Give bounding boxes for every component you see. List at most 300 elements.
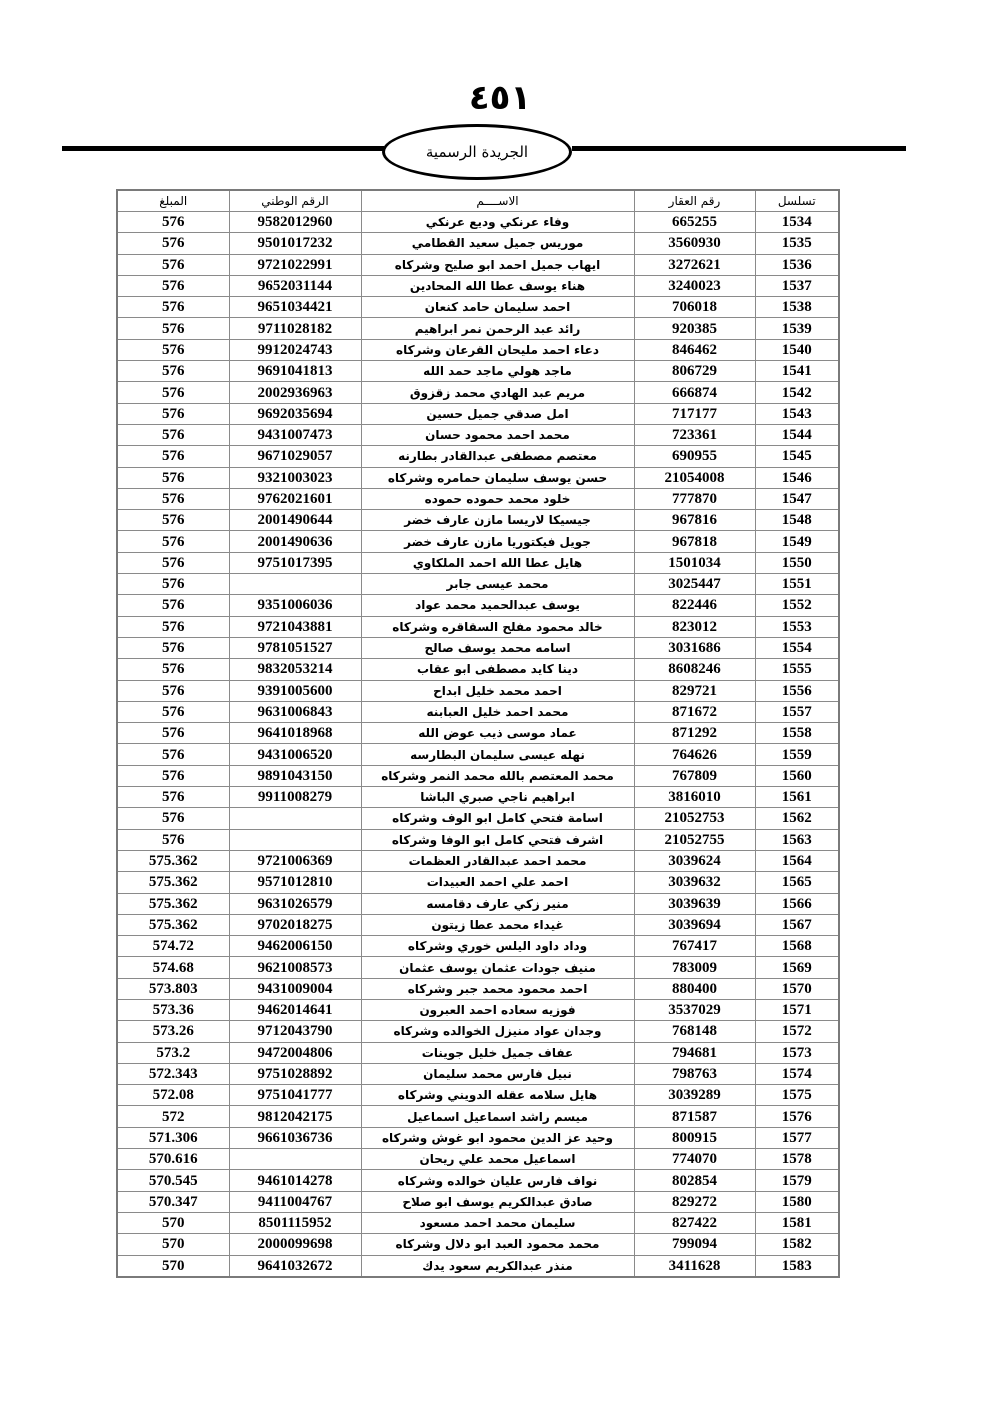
table-row [117, 488, 839, 509]
cell-property-no: 690955 [634, 446, 755, 467]
cell-serial: 1563 [755, 829, 839, 850]
header-rule-left [62, 146, 384, 151]
cell-property-no: 764626 [634, 744, 755, 765]
table-row [117, 552, 839, 573]
cell-property-no: 1501034 [634, 552, 755, 573]
cell-serial: 1542 [755, 382, 839, 403]
table-row [117, 318, 839, 339]
cell-amount: 575.362 [117, 914, 229, 935]
cell-serial: 1576 [755, 1106, 839, 1127]
cell-property-no: 777870 [634, 488, 755, 509]
cell-national-id: 9582012960 [229, 212, 361, 233]
cell-national-id: 9431006520 [229, 744, 361, 765]
table-row [117, 701, 839, 722]
table-row [117, 1085, 839, 1106]
cell-name: هايل سلامه عقله الدويني وشركاه [361, 1085, 634, 1106]
table-row [117, 212, 839, 233]
cell-name: هايل عطا الله احمد الملكاوي [361, 552, 634, 573]
cell-name: محمد محمود العبد ابو دلال وشركاه [361, 1234, 634, 1255]
column-header-serial: تسلسل [755, 190, 839, 212]
cell-serial: 1539 [755, 318, 839, 339]
cell-serial: 1565 [755, 872, 839, 893]
cell-amount: 576 [117, 595, 229, 616]
cell-serial: 1535 [755, 233, 839, 254]
cell-amount: 576 [117, 446, 229, 467]
cell-serial: 1549 [755, 531, 839, 552]
table-row [117, 297, 839, 318]
cell-property-no: 794681 [634, 1042, 755, 1063]
cell-name: احمد علي احمد العبيدات [361, 872, 634, 893]
cell-name: وحيد عز الدين محمود ابو غوش وشركاه [361, 1127, 634, 1148]
cell-national-id: 9762021601 [229, 488, 361, 509]
cell-amount: 573.2 [117, 1042, 229, 1063]
cell-name: يوسف عبدالحميد محمد عواد [361, 595, 634, 616]
cell-property-no: 706018 [634, 297, 755, 318]
table-row [117, 339, 839, 360]
gazette-title-oval [382, 124, 572, 180]
cell-amount: 576 [117, 361, 229, 382]
cell-property-no: 768148 [634, 1021, 755, 1042]
cell-amount: 574.68 [117, 957, 229, 978]
cell-national-id: 9631026579 [229, 893, 361, 914]
cell-name: محمد عيسى جابر [361, 574, 634, 595]
cell-amount: 573.803 [117, 978, 229, 999]
cell-name: محمد احمد خليل العبابنه [361, 701, 634, 722]
cell-national-id: 2001490636 [229, 531, 361, 552]
cell-property-no: 3039694 [634, 914, 755, 935]
cell-amount: 573.36 [117, 999, 229, 1020]
cell-amount: 572 [117, 1106, 229, 1127]
cell-national-id: 9652031144 [229, 275, 361, 296]
cell-amount: 576 [117, 488, 229, 509]
cell-serial: 1577 [755, 1127, 839, 1148]
table-row [117, 787, 839, 808]
cell-serial: 1555 [755, 659, 839, 680]
table-row [117, 893, 839, 914]
cell-serial: 1534 [755, 212, 839, 233]
cell-name: عفاف جميل خليل جوينات [361, 1042, 634, 1063]
cell-amount: 576 [117, 659, 229, 680]
cell-name: اسامة فتحي كامل ابو الوف وشركاه [361, 808, 634, 829]
gazette-title: الجريدة الرسمية [425, 143, 529, 161]
cell-national-id: 9832053214 [229, 659, 361, 680]
cell-national-id: 9462014641 [229, 999, 361, 1020]
cell-national-id: 9911008279 [229, 787, 361, 808]
cell-national-id: 9711028182 [229, 318, 361, 339]
cell-national-id: 9501017232 [229, 233, 361, 254]
cell-property-no: 767809 [634, 765, 755, 786]
cell-national-id: 9661036736 [229, 1127, 361, 1148]
table-row [117, 616, 839, 637]
table-row [117, 467, 839, 488]
table-row [117, 999, 839, 1020]
cell-serial: 1552 [755, 595, 839, 616]
cell-serial: 1561 [755, 787, 839, 808]
cell-serial: 1544 [755, 424, 839, 445]
table-row [117, 936, 839, 957]
cell-name: محمد احمد محمود حسان [361, 424, 634, 445]
cell-national-id: 9812042175 [229, 1106, 361, 1127]
table-body [117, 212, 839, 1277]
cell-serial: 1538 [755, 297, 839, 318]
cell-name: اسامه محمد يوسف صالح [361, 637, 634, 658]
cell-property-no: 3039624 [634, 850, 755, 871]
cell-national-id: 9671029057 [229, 446, 361, 467]
cell-name: غيداء محمد عطا زيتون [361, 914, 634, 935]
cell-name: ايهاب جميل احمد ابو صليح وشركاه [361, 254, 634, 275]
cell-name: وفاء عرنكي وديع عرنكي [361, 212, 634, 233]
cell-name: جويل فيكتوريا مازن عارف خضر [361, 531, 634, 552]
cell-amount: 571.306 [117, 1127, 229, 1148]
cell-serial: 1583 [755, 1255, 839, 1277]
cell-name: دعاء احمد مليحان القرعان وشركاه [361, 339, 634, 360]
cell-property-no: 798763 [634, 1063, 755, 1084]
cell-property-no: 3537029 [634, 999, 755, 1020]
cell-national-id: 9891043150 [229, 765, 361, 786]
cell-amount: 576 [117, 297, 229, 318]
cell-national-id: 9912024743 [229, 339, 361, 360]
cell-national-id [229, 829, 361, 850]
cell-national-id: 9431007473 [229, 424, 361, 445]
cell-property-no: 871587 [634, 1106, 755, 1127]
cell-property-no: 3272621 [634, 254, 755, 275]
cell-property-no: 3025447 [634, 574, 755, 595]
cell-property-no: 21052755 [634, 829, 755, 850]
cell-name: امل صدقي جميل حسين [361, 403, 634, 424]
cell-amount: 575.362 [117, 850, 229, 871]
cell-amount: 576 [117, 212, 229, 233]
cell-property-no: 3039289 [634, 1085, 755, 1106]
cell-name: وجدان عواد منيزل الخوالده وشركاه [361, 1021, 634, 1042]
cell-national-id: 9651034421 [229, 297, 361, 318]
table-row [117, 1212, 839, 1233]
cell-serial: 1545 [755, 446, 839, 467]
register-table [116, 189, 840, 1278]
cell-serial: 1536 [755, 254, 839, 275]
cell-serial: 1559 [755, 744, 839, 765]
table-row [117, 446, 839, 467]
cell-serial: 1541 [755, 361, 839, 382]
cell-name: خلود محمد حموده حموده [361, 488, 634, 509]
cell-national-id [229, 808, 361, 829]
table-row [117, 233, 839, 254]
cell-amount: 576 [117, 531, 229, 552]
cell-national-id: 9751028892 [229, 1063, 361, 1084]
cell-name: نبيل فارس محمد سليمان [361, 1063, 634, 1084]
cell-name: حسن يوسف سليمان حمامره وشركاه [361, 467, 634, 488]
cell-amount: 576 [117, 552, 229, 573]
cell-property-no: 802854 [634, 1170, 755, 1191]
table-row [117, 680, 839, 701]
cell-property-no: 880400 [634, 978, 755, 999]
cell-property-no: 871672 [634, 701, 755, 722]
cell-serial: 1582 [755, 1234, 839, 1255]
cell-national-id: 9721006369 [229, 850, 361, 871]
cell-national-id: 9411004767 [229, 1191, 361, 1212]
cell-name: فوزيه سعاده احمد العبرون [361, 999, 634, 1020]
table-row [117, 1127, 839, 1148]
cell-serial: 1567 [755, 914, 839, 935]
cell-amount: 576 [117, 829, 229, 850]
cell-property-no: 827422 [634, 1212, 755, 1233]
cell-serial: 1558 [755, 723, 839, 744]
cell-property-no: 800915 [634, 1127, 755, 1148]
cell-amount: 576 [117, 254, 229, 275]
cell-national-id: 9631006843 [229, 701, 361, 722]
column-header-national-id: الرقم الوطني [229, 190, 361, 212]
cell-serial: 1564 [755, 850, 839, 871]
cell-name: خالد محمود مفلح السقاقره وشركاه [361, 616, 634, 637]
table-row [117, 510, 839, 531]
cell-national-id: 9641032672 [229, 1255, 361, 1277]
column-header-amount: المبلغ [117, 190, 229, 212]
table-row [117, 403, 839, 424]
table-row [117, 765, 839, 786]
table-row [117, 275, 839, 296]
cell-property-no: 783009 [634, 957, 755, 978]
table-row [117, 1170, 839, 1191]
cell-name: معتصم مصطفى عبدالقادر بطارنه [361, 446, 634, 467]
cell-amount: 573.26 [117, 1021, 229, 1042]
table-row [117, 254, 839, 275]
table-row [117, 361, 839, 382]
cell-property-no: 967818 [634, 531, 755, 552]
cell-property-no: 806729 [634, 361, 755, 382]
cell-serial: 1554 [755, 637, 839, 658]
cell-national-id: 9692035694 [229, 403, 361, 424]
cell-property-no: 829721 [634, 680, 755, 701]
cell-name: جيسيكا لاريسا مازن عارف خضر [361, 510, 634, 531]
cell-amount: 576 [117, 339, 229, 360]
cell-amount: 576 [117, 467, 229, 488]
cell-amount: 576 [117, 403, 229, 424]
table-row [117, 1042, 839, 1063]
cell-property-no: 829272 [634, 1191, 755, 1212]
cell-property-no: 774070 [634, 1149, 755, 1170]
table-row [117, 872, 839, 893]
cell-name: مريم عبد الهادي محمد زقزوق [361, 382, 634, 403]
cell-amount: 576 [117, 701, 229, 722]
cell-amount: 576 [117, 510, 229, 531]
table-row [117, 808, 839, 829]
cell-serial: 1540 [755, 339, 839, 360]
table-row [117, 1255, 839, 1277]
cell-national-id: 9712043790 [229, 1021, 361, 1042]
table-row [117, 1063, 839, 1084]
cell-national-id: 9351006036 [229, 595, 361, 616]
table-row [117, 1021, 839, 1042]
cell-serial: 1548 [755, 510, 839, 531]
cell-serial: 1543 [755, 403, 839, 424]
cell-name: احمد محمد خليل ابداح [361, 680, 634, 701]
cell-property-no: 767417 [634, 936, 755, 957]
cell-national-id: 9721022991 [229, 254, 361, 275]
cell-property-no: 3560930 [634, 233, 755, 254]
cell-amount: 570.545 [117, 1170, 229, 1191]
cell-name: وداد داود اليلس خوري وشركاه [361, 936, 634, 957]
cell-national-id: 9472004806 [229, 1042, 361, 1063]
cell-national-id: 9321003023 [229, 467, 361, 488]
cell-serial: 1573 [755, 1042, 839, 1063]
cell-property-no: 967816 [634, 510, 755, 531]
cell-name: رائد عبد الرحمن نمر ابراهيم [361, 318, 634, 339]
table-row [117, 574, 839, 595]
cell-property-no: 3240023 [634, 275, 755, 296]
cell-name: عماد موسى ذيب عوض الله [361, 723, 634, 744]
cell-amount: 576 [117, 233, 229, 254]
cell-serial: 1562 [755, 808, 839, 829]
cell-name: ميسم راشد اسماعيل اسماعيل [361, 1106, 634, 1127]
table-row [117, 744, 839, 765]
cell-national-id [229, 574, 361, 595]
cell-name: نهله عيسى سليمان البطارسه [361, 744, 634, 765]
table-row [117, 1149, 839, 1170]
cell-national-id: 9462006150 [229, 936, 361, 957]
cell-property-no: 21054008 [634, 467, 755, 488]
table-row [117, 829, 839, 850]
cell-property-no: 799094 [634, 1234, 755, 1255]
cell-name: اسماعيل محمد علي ريحان [361, 1149, 634, 1170]
cell-serial: 1566 [755, 893, 839, 914]
table-row [117, 659, 839, 680]
cell-amount: 570.347 [117, 1191, 229, 1212]
cell-national-id: 2002936963 [229, 382, 361, 403]
cell-serial: 1575 [755, 1085, 839, 1106]
cell-serial: 1551 [755, 574, 839, 595]
cell-property-no: 920385 [634, 318, 755, 339]
table-row [117, 723, 839, 744]
cell-serial: 1557 [755, 701, 839, 722]
cell-serial: 1550 [755, 552, 839, 573]
cell-name: نواف فارس عليان خوالده وشركاه [361, 1170, 634, 1191]
cell-national-id: 9721043881 [229, 616, 361, 637]
cell-national-id: 8501115952 [229, 1212, 361, 1233]
cell-property-no: 3039632 [634, 872, 755, 893]
cell-property-no: 3039639 [634, 893, 755, 914]
cell-property-no: 3031686 [634, 637, 755, 658]
cell-amount: 576 [117, 723, 229, 744]
cell-national-id: 9691041813 [229, 361, 361, 382]
cell-serial: 1571 [755, 999, 839, 1020]
cell-property-no: 846462 [634, 339, 755, 360]
cell-serial: 1537 [755, 275, 839, 296]
cell-amount: 576 [117, 574, 229, 595]
cell-serial: 1560 [755, 765, 839, 786]
cell-national-id: 9641018968 [229, 723, 361, 744]
cell-amount: 576 [117, 765, 229, 786]
cell-amount: 576 [117, 744, 229, 765]
cell-amount: 576 [117, 680, 229, 701]
cell-property-no: 823012 [634, 616, 755, 637]
cell-property-no: 3411628 [634, 1255, 755, 1277]
cell-property-no: 21052753 [634, 808, 755, 829]
cell-amount: 576 [117, 318, 229, 339]
header-rule-right [572, 146, 906, 151]
cell-national-id: 2001490644 [229, 510, 361, 531]
cell-name: منير زكي عارف دقامسه [361, 893, 634, 914]
cell-national-id: 9702018275 [229, 914, 361, 935]
cell-amount: 575.362 [117, 893, 229, 914]
cell-property-no: 8608246 [634, 659, 755, 680]
table-row [117, 595, 839, 616]
cell-property-no: 666874 [634, 382, 755, 403]
cell-serial: 1580 [755, 1191, 839, 1212]
cell-serial: 1579 [755, 1170, 839, 1191]
cell-national-id: 9571012810 [229, 872, 361, 893]
cell-name: صادق عبدالكريم يوسف ابو صلاح [361, 1191, 634, 1212]
table-row [117, 850, 839, 871]
cell-name: احمد محمود محمد جبر وشركاه [361, 978, 634, 999]
cell-serial: 1570 [755, 978, 839, 999]
cell-serial: 1556 [755, 680, 839, 701]
cell-name: منذر عبدالكريم سعود يدك [361, 1255, 634, 1277]
cell-serial: 1574 [755, 1063, 839, 1084]
table-row [117, 382, 839, 403]
cell-national-id: 9781051527 [229, 637, 361, 658]
table-row [117, 914, 839, 935]
cell-name: منيف جودات عثمان يوسف عثمان [361, 957, 634, 978]
cell-property-no: 822446 [634, 595, 755, 616]
cell-national-id: 9431009004 [229, 978, 361, 999]
cell-amount: 575.362 [117, 872, 229, 893]
cell-amount: 572.343 [117, 1063, 229, 1084]
cell-property-no: 723361 [634, 424, 755, 445]
cell-amount: 572.08 [117, 1085, 229, 1106]
table-row [117, 957, 839, 978]
cell-serial: 1546 [755, 467, 839, 488]
cell-name: محمد احمد عبدالقادر العظمات [361, 850, 634, 871]
cell-name: هناء يوسف عطا الله المحادين [361, 275, 634, 296]
cell-name: ابراهيم ناجي صبري الباشا [361, 787, 634, 808]
cell-property-no: 871292 [634, 723, 755, 744]
cell-name: موريس جميل سعيد القطامي [361, 233, 634, 254]
cell-name: دينا كايد مصطفى ابو عقاب [361, 659, 634, 680]
cell-amount: 570 [117, 1234, 229, 1255]
cell-property-no: 717177 [634, 403, 755, 424]
cell-national-id: 9751017395 [229, 552, 361, 573]
page-number: ٤٥١ [468, 78, 532, 118]
cell-name: اشرف فتحي كامل ابو الوفا وشركاه [361, 829, 634, 850]
table-header-row [117, 190, 839, 212]
column-header-name: الاســــم [361, 190, 634, 212]
cell-national-id: 2000099698 [229, 1234, 361, 1255]
table-row [117, 1234, 839, 1255]
table-row [117, 424, 839, 445]
table-row [117, 1191, 839, 1212]
column-header-property-no: رقم العقار [634, 190, 755, 212]
cell-amount: 576 [117, 787, 229, 808]
table-row [117, 531, 839, 552]
cell-amount: 576 [117, 808, 229, 829]
table-row [117, 637, 839, 658]
cell-national-id: 9461014278 [229, 1170, 361, 1191]
cell-name: احمد سليمان حامد كنعان [361, 297, 634, 318]
cell-amount: 576 [117, 616, 229, 637]
cell-amount: 570 [117, 1255, 229, 1277]
cell-amount: 576 [117, 382, 229, 403]
cell-serial: 1547 [755, 488, 839, 509]
cell-amount: 570.616 [117, 1149, 229, 1170]
table-row [117, 1106, 839, 1127]
cell-amount: 576 [117, 424, 229, 445]
table-row [117, 978, 839, 999]
cell-serial: 1572 [755, 1021, 839, 1042]
cell-property-no: 665255 [634, 212, 755, 233]
cell-serial: 1553 [755, 616, 839, 637]
cell-amount: 570 [117, 1212, 229, 1233]
cell-amount: 574.72 [117, 936, 229, 957]
cell-name: ماجد هولي ماجد حمد الله [361, 361, 634, 382]
